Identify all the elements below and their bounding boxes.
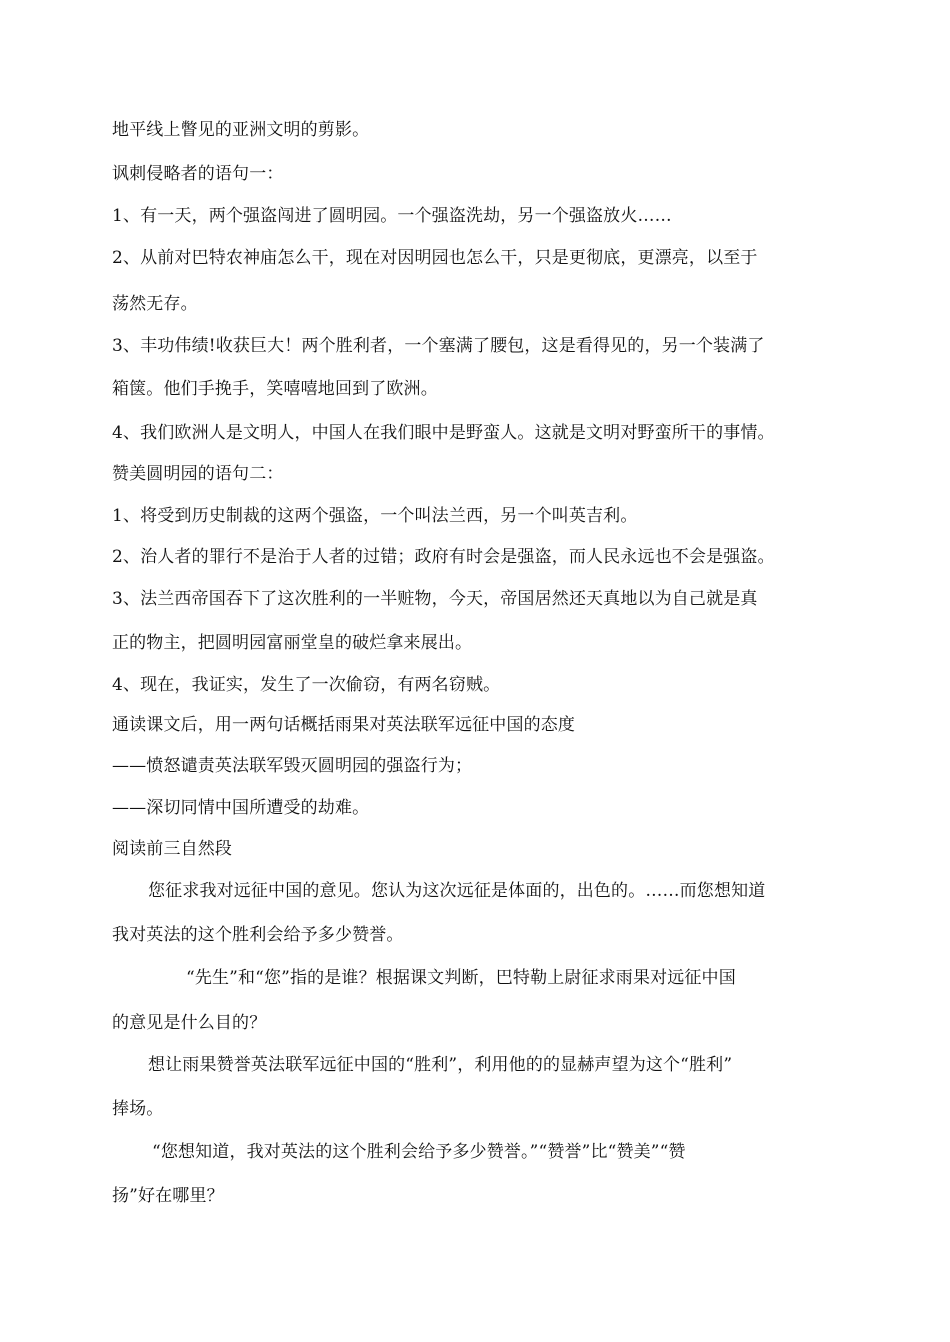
text-line: 1、有一天，两个强盗闯进了圆明园。一个强盗洗劫，另一个强盗放火…… [112, 206, 672, 226]
answer-line: 想让雨果赞誉英法联军远征中国的“胜利”，利用他的的显赫声望为这个“胜利” [148, 1055, 733, 1075]
text-line: 4、我们欧洲人是文明人，中国人在我们眼中是野蛮人。这就是文明对野蛮所干的事情。 [112, 423, 775, 443]
text-line: 正的物主，把圆明园富丽堂皇的破烂拿来展出。 [112, 633, 473, 653]
text-line: 箱箧。他们手挽手，笑嘻嘻地回到了欧洲。 [112, 379, 438, 399]
answer-line: ——愤怒谴责英法联军毁灭圆明园的强盗行为； [112, 756, 473, 776]
text-line: 荡然无存。 [112, 294, 198, 314]
text-line: 地平线上瞥见的亚洲文明的剪影。 [112, 120, 370, 140]
text-line: 2、从前对巴特农神庙怎么干，现在对因明园也怎么干，只是更彻底，更漂亮，以至于 [112, 248, 758, 268]
text-line: 1、将受到历史制裁的这两个强盗，一个叫法兰西，另一个叫英吉利。 [112, 506, 638, 526]
question-line: 扬”好在哪里？ [112, 1186, 224, 1206]
section-heading: 阅读前三自然段 [112, 839, 233, 859]
question-line: 的意见是什么目的？ [112, 1013, 267, 1033]
quote-line: 您征求我对远征中国的意见。您认为这次远征是体面的，出色的。……而您想知道 [148, 881, 766, 901]
section-heading: 讽刺侵略者的语句一： [112, 164, 284, 184]
text-line: 3、法兰西帝国吞下了这次胜利的一半赃物，今天，帝国居然还天真地以为自己就是真 [112, 589, 758, 609]
question-line: “先生”和“您”指的是谁？根据课文判断，巴特勒上尉征求雨果对远征中国 [186, 968, 736, 988]
answer-line: ——深切同情中国所遭受的劫难。 [112, 798, 370, 818]
text-line: 4、现在，我证实，发生了一次偷窃，有两名窃贼。 [112, 675, 501, 695]
text-line: 2、治人者的罪行不是治于人者的过错；政府有时会是强盗，而人民永远也不会是强盗。 [112, 547, 775, 567]
quote-line: 我对英法的这个胜利会给予多少赞誉。 [112, 925, 404, 945]
section-heading: 赞美圆明园的语句二： [112, 464, 284, 484]
answer-line: 捧场。 [112, 1099, 164, 1119]
text-line: 3、丰功伟绩!收获巨大！两个胜利者，一个塞满了腰包，这是看得见的，另一个装满了 [112, 336, 765, 356]
question-line: “您想知道，我对英法的这个胜利会给予多少赞誉。”“赞誉”比“赞美”“赞 [152, 1142, 686, 1162]
question-line: 通读课文后，用一两句话概括雨果对英法联军远征中国的态度 [112, 715, 576, 735]
